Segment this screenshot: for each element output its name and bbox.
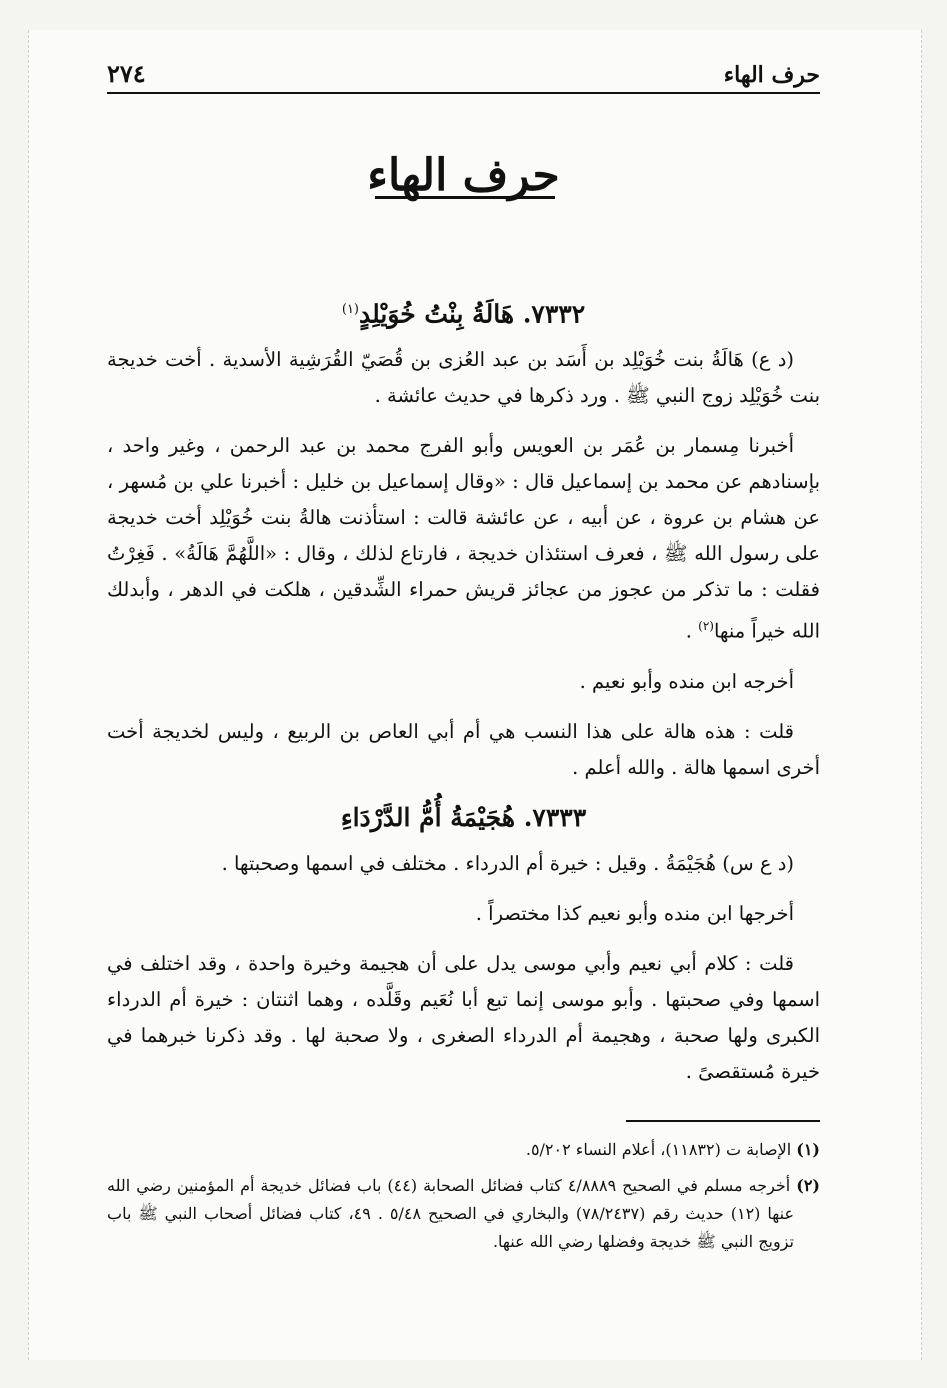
running-title: حرف الهاء bbox=[723, 62, 820, 88]
entry-paragraph: (د ع) هَالَةُ بنت خُوَيْلِد بن أَسَد بن عبد العُزى بن قُصَيّ القُرَشِية الأسدية . أخت خديجة بنت خُوَيْلِد زوج النبي ﷺ . ورد ذكرها في حديث عائشة . bbox=[107, 348, 820, 408]
footnote-ref: (٢) bbox=[698, 619, 714, 634]
entry-7333 bbox=[107, 800, 820, 1090]
footnote-separator bbox=[626, 1120, 820, 1122]
chapter-title: حرف الهاء bbox=[367, 150, 560, 201]
footnote: (١) الإصابة ت (١١٨٣٢)، أعلام النساء ٥/٢٠٢. bbox=[525, 1139, 820, 1159]
entry-7332 bbox=[107, 292, 820, 786]
entry-paragraph: قلت : كلام أبي نعيم وأبي موسى يدل على أن هجيمة وخيرة واحدة ، وقد اختلف في اسمها وفي صحبتها . وأبو موسى إنما تبع أبا نُعَيم وقَلَّده ، وهما اثنتان : خيرة أم الدرداء الكبرى ولها صحبة ، وهجيمة أم الدرداء الصغرى ، ولا صحبة لها . وقد ذكرنا خبرهما في خيرة مُستقصىً . bbox=[107, 951, 820, 1083]
entry-paragraph: أخبرنا مِسمار بن عُمَر بن العويس وأبو الفرج محمد بن عبد الرحمن ، وغير واحد ، بإسنادهم عن محمد بن إسماعيل قال : «وقال إسماعيل بن خليل : أخبرنا علي بن مُسهر ، عن هشام بن عروة ، عن أبيه ، عن عائشة قالت : استأذنت هالةُ بنت خُوَيْلِد أخت خديجة على رسول الله ﷺ ، فعرف استئذان خديجة ، فارتاع لذلك ، وقال : «اللَّهُمَّ هَالَةُ» . فَغِرْتُ فقلت : ما تذكر من عجوز من عجائز قريش حمراء الشِّدقين ، هلكت في الدهر ، وأبدلك الله خيراً منها$^{(٢)}$ . bbox=[107, 434, 820, 643]
footnote-ref: (١) bbox=[341, 302, 359, 317]
entry-paragraph: قلت : هذه هالة على هذا النسب هي أم أبي العاص بن الربيع ، وليس لخديجة أخت أخرى اسمها هالة . والله أعلم . bbox=[107, 719, 820, 779]
entry-paragraph: أخرجها ابن منده وأبو نعيم كذا مختصراً . bbox=[475, 901, 794, 925]
entry-paragraph: (د ع س) هُجَيْمَةُ . وقيل : خيرة أم الدرداء . مختلف في اسمها وصحبتها . bbox=[221, 851, 794, 875]
footnote: (٢) أخرجه مسلم في الصحيح ٤/٨٨٨٩ كتاب فضائل الصحابة (٤٤) باب فضائل خديجة أم المؤمنين رضي الله عنها (١٢) حديث رقم (٧٨/٢٤٣٧) والبخاري في الصحيح ٥/٤٨ . ٤٩، كتاب فضائل أصحاب النبي ﷺ باب تزويج النبي ﷺ خديجة وفضلها رضي الله عنها. bbox=[107, 1175, 820, 1251]
chapter-title-rule bbox=[375, 196, 555, 199]
page-number: ٢٧٤ bbox=[107, 59, 146, 88]
entry-paragraph: أخرجه ابن منده وأبو نعيم . bbox=[579, 669, 794, 693]
entry-title: ٧٣٣٣. هُجَيْمَةُ أُمُّ الدَّرْدَاءِ bbox=[340, 802, 587, 832]
entry-title: ٧٣٣٢. هَالَةُ بِنْتُ خُوَيْلِدٍ$^{(١)}$ bbox=[341, 299, 586, 329]
page-body bbox=[107, 292, 820, 1264]
page-header bbox=[107, 56, 820, 94]
footnotes bbox=[107, 1136, 820, 1256]
